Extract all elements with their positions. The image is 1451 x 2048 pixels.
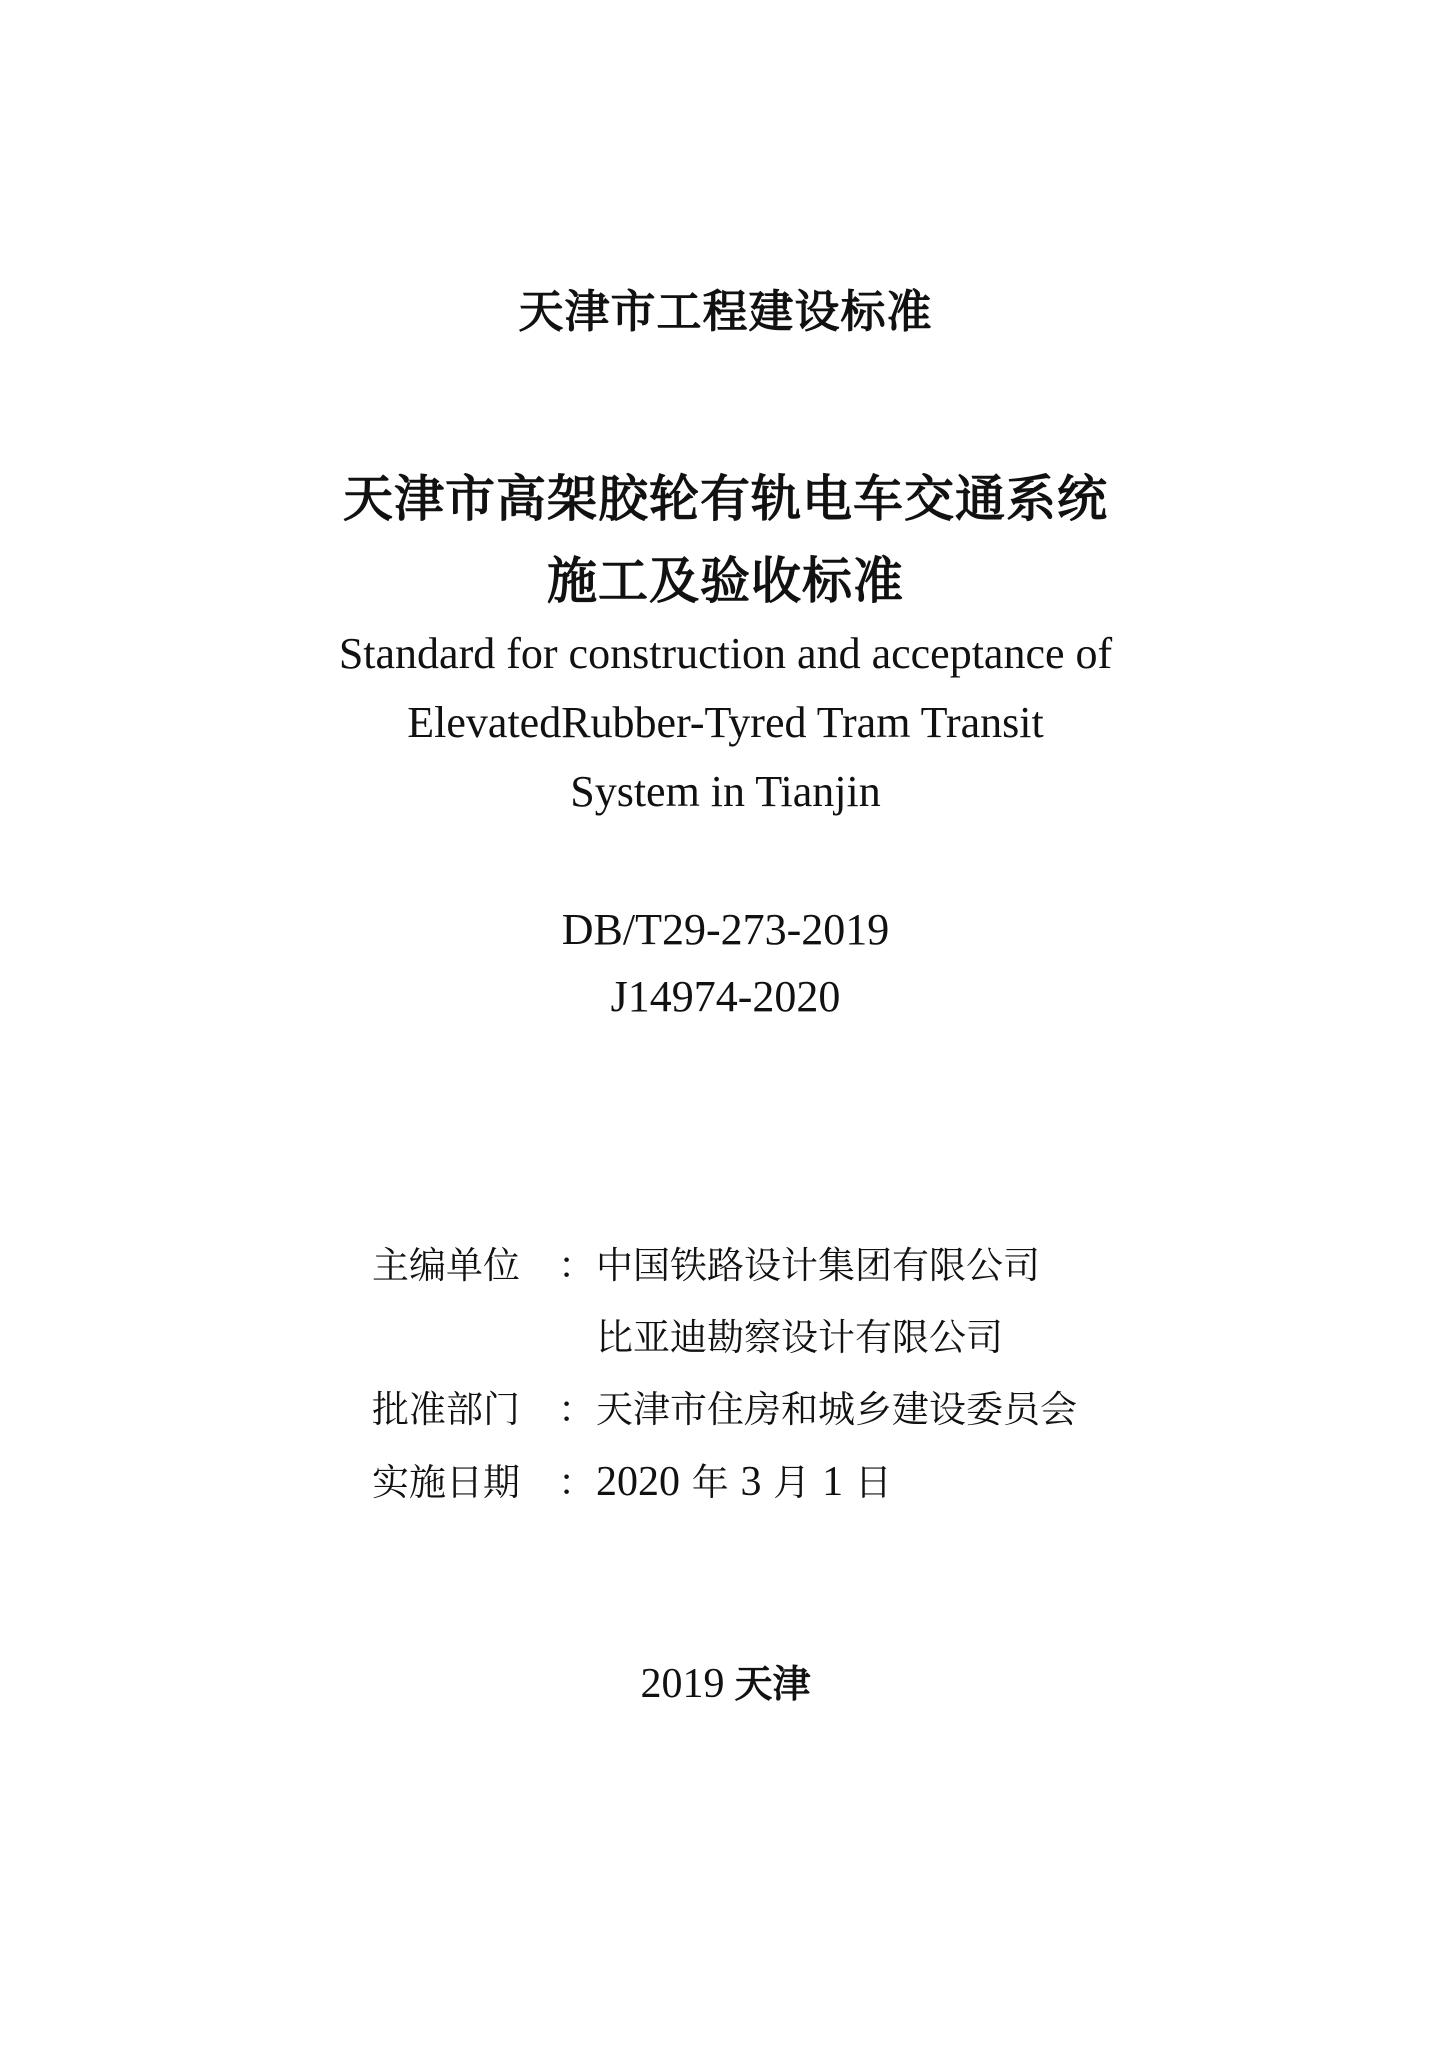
editor-value-2: 比亚迪勘察设计有限公司: [596, 1316, 1003, 1359]
date-row: [372, 1456, 1172, 1509]
editor-row-2: [596, 1312, 1396, 1364]
date-month-unit: 月: [773, 1461, 811, 1504]
date-colon: ：: [558, 1461, 595, 1504]
title-en-line-2: ElevatedRubber-Tyred Tram Transit: [407, 698, 1044, 747]
title-en-line-1: Standard for construction and acceptance of: [338, 629, 1113, 678]
approver-row: [372, 1384, 1172, 1436]
title-en-line-3: System in Tianjin: [570, 767, 881, 816]
date-label: 实施日期: [372, 1461, 520, 1504]
series-title: 天津市工程建设标准: [518, 285, 933, 338]
date-day-unit: 日: [854, 1461, 892, 1504]
standard-number: DB/T29-273-2019: [561, 905, 890, 954]
footer-city: 天津: [734, 1662, 811, 1706]
editor-row: [372, 1240, 1172, 1292]
footer: [0, 1656, 1451, 1712]
approver-value: 天津市住房和城乡建设委员会: [596, 1388, 1077, 1431]
title-cn-line-1: 天津市高架胶轮有轨电车交通系统: [343, 470, 1108, 528]
editor-value-1: 中国铁路设计集团有限公司: [596, 1244, 1040, 1287]
record-number: J14974-2020: [610, 972, 841, 1021]
approver-label: 批准部门: [372, 1388, 520, 1431]
date-day: 1: [822, 1459, 844, 1505]
editor-label: 主编单位: [372, 1244, 520, 1287]
approver-colon: ：: [558, 1388, 595, 1431]
footer-year: 2019: [640, 1661, 725, 1707]
date-value: [596, 1456, 892, 1509]
editor-colon: ：: [558, 1244, 595, 1287]
title-cn-line-2: 施工及验收标准: [547, 552, 904, 610]
date-year-unit: 年: [691, 1461, 729, 1504]
date-year: 2020: [596, 1459, 680, 1505]
date-month: 3: [740, 1459, 762, 1505]
